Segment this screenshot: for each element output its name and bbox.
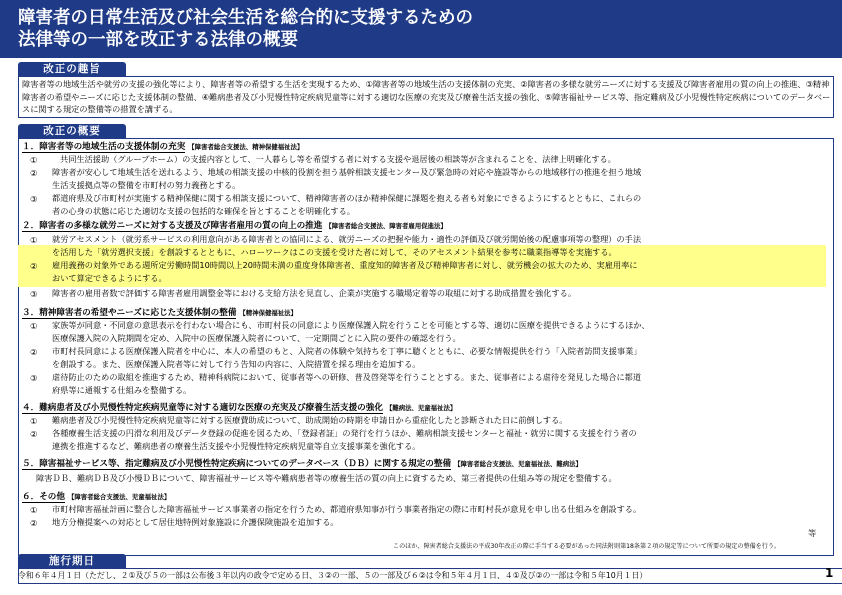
item-3-2-num: ②: [30, 347, 38, 357]
item-5-law: 【障害者総合支援法、児童福祉法、難病法】: [454, 460, 582, 468]
item-1-3-num: ③: [30, 194, 38, 204]
item-1-title-text: １．障害者等の地域生活の支援体制の充実: [22, 142, 186, 152]
item-4-2-line2: 連携を推進するなど、難病患者の療養生活支援や小児慢性特定疾病児童等自立支援事業を強化する。: [52, 441, 421, 451]
item-2-1-num: ①: [30, 235, 38, 245]
item-3-2-line2: を創設する。また、医療保護入院者等に対して行う告知の内容に、入院措置を採る理由を追加する。: [52, 359, 421, 369]
item-1-title: [22, 141, 303, 153]
page-number: 1: [825, 566, 834, 580]
item-5-title-text: ５．障害福祉サービス等、指定難病及び小児慢性特定疾病についてのデータベース（ＤＢ）に関する規定の整備: [22, 459, 452, 469]
effective-label: 施行期日: [18, 554, 126, 568]
item-1-2-num: ②: [30, 168, 38, 178]
item-4-title: [22, 402, 456, 414]
item-3-1-line2: 医療保護入院の入院期間を定め、入院中の医療保護入院者について、一定期間ごとに入院の要件の確認を行う。: [52, 333, 461, 343]
item-6-law: 【障害者総合支援法、児童福祉法】: [67, 493, 171, 501]
item-6-etc: 等: [808, 528, 817, 538]
item-1-law: 【障害者総合支援法、精神保健福祉法】: [188, 143, 304, 151]
item-6-title-text: ６．その他: [22, 492, 65, 502]
item-3-3-line1: 虐待防止のための取組を推進するため、精神科病院において、従事者等への研修、普及啓発等を行うこととする。また、従事者による虐待を発見した場合に都道: [52, 372, 642, 382]
item-4-1-num: ①: [30, 416, 38, 426]
item-2-3-text: 障害者の雇用者数で評価する障害者雇用調整金等における支給方法を見直し、企業が実施する職場定着等の取組に対する助成措置を強化する。: [52, 288, 577, 298]
item-2-2-line2: おいて算定できるようにする。: [52, 273, 167, 283]
page-title-line2: 法律等の一部を改正する法律の概要: [18, 30, 298, 50]
item-6-1-num: ①: [30, 505, 38, 515]
purpose-text: 障害者等の地域生活や就労の支援の強化等により、障害者等の希望する生活を実現するため、①障害者等の地域生活の支援体制の充実、②障害者の多様な就労ニーズに対する支援及び障害者雇用の質の向上の推進、③精神障害者の希望やニーズに応じた支援体制の整備、④難病患者及び小児慢性特定疾病児童等に対する適切な医療の充実及び療養生活支援の強化、⑤障害福祉サービス等、指定難病及び小児慢性特定疾病についてのデータベースに関する規定の整備等の措置を講ずる。: [22, 79, 831, 115]
item-4-1-text: 難病患者及び小児慢性特定疾病児童等に対する医療費助成について、助成開始の時期を申請日から重症化したと診断された日に前倒しする。: [52, 415, 568, 425]
item-2-law: 【障害者総合支援法、障害者雇用促進法】: [325, 222, 447, 230]
item-1-3-line2: 者の心身の状態に応じた適切な支援の包括的な確保を旨とすることを明確化する。: [52, 206, 355, 216]
item-5-text: 障害ＤＢ、難病ＤＢ及び小慢ＤＢについて、障害福祉サービス等や難病患者等の療養生活の質の向上に資するため、第三者提供の仕組み等の規定を整備する。: [36, 473, 617, 483]
item-6-1-text: 市町村障害福祉計画に整合した障害福祉サービス事業者の指定を行うため、都道府県知事が行う事業者指定の際に市町村長が意見を申し出る仕組みを創設する。: [52, 504, 642, 514]
item-4-2-line1: 各種療養生活支援の円滑な利用及びデータ登録の促進を図るため、「登録者証」の発行を行うほか、難病相談支援センターと福祉・就労に関する支援を行う者の: [52, 428, 637, 438]
item-2-title: [22, 220, 447, 232]
overview-label: 改正の概要: [18, 124, 126, 138]
title-banner: [0, 0, 842, 58]
item-1-1-text: 共同生活援助（グループホーム）の支援内容として、一人暮らし等を希望する者に対する支援や退居後の相談等が含まれることを、法律上明確化する。: [60, 154, 616, 164]
item-5-title: [22, 458, 582, 470]
item-2-title-text: ２．障害者の多様な就労ニーズに対する支援及び障害者雇用の質の向上の推進: [22, 221, 323, 231]
item-3-3-num: ③: [30, 373, 38, 383]
item-2-3-num: ③: [30, 289, 38, 299]
purpose-label: 改正の趣旨: [18, 62, 126, 76]
item-2-2-line1: 雇用義務の対象外である週所定労働時間10時間以上20時間未満の重度身体障害者、重度知的障害者及び精神障害者に対し、就労機会の拡大のため、実雇用率に: [52, 260, 638, 270]
item-3-law: 【精神保健福祉法】: [239, 309, 297, 317]
item-6-2-num: ②: [30, 518, 38, 528]
item-6-title: [22, 491, 170, 503]
item-3-1-line1: 家族等が同意・不同意の意思表示を行わない場合にも、市町村長の同意により医療保護入院を行うことを可能とする等、適切に医療を提供できるようにするほか、: [52, 320, 650, 330]
item-3-2-line1: 市町村長同意による医療保護入院者を中心に、本人の希望のもと、入院者の体験や気持ちを丁寧に聴くとともに、必要な情報提供を行う「入院者訪問支援事業」: [52, 346, 642, 356]
item-4-title-text: ４．難病患者及び小児慢性特定疾病児童等に対する適切な医療の充実及び療養生活支援の強化: [22, 403, 383, 413]
overview-footnote: このほか、障害者総合支援法の平成30年改正の際に手当する必要があった同法附則第18条第２項の規定等について所要の規定の整備を行う。: [393, 543, 781, 550]
item-1-2-line1: 障害者が安心して地域生活を送れるよう、地域の相談支援の中核的役割を担う基幹相談支援センター及び緊急時の対応や施設等からの地域移行の推進を担う地域: [52, 167, 642, 177]
item-3-3-line2: 府県等に通報する仕組みを整備する。: [52, 385, 192, 395]
page-title-line1: 障害者の日常生活及び社会生活を総合的に支援するための: [18, 8, 473, 28]
item-4-law: 【難病法、児童福祉法】: [385, 404, 457, 412]
item-3-1-num: ①: [30, 321, 38, 331]
item-1-2-line2: 生活支援拠点等の整備を市町村の努力義務とする。: [52, 180, 241, 190]
item-2-2-num: ②: [30, 261, 38, 271]
item-4-2-num: ②: [30, 429, 38, 439]
item-3-title: [22, 307, 297, 319]
item-6-2-text: 地方分権提案への対応として居住地特例対象施設に介護保険施設を追加する。: [52, 517, 339, 527]
item-3-title-text: ３．精神障害者の希望やニーズに応じた支援体制の整備: [22, 308, 237, 318]
page-title: [18, 7, 473, 51]
item-1-1-num: ①: [30, 155, 38, 165]
item-2-1-line1: 就労アセスメント（就労系サービスの利用意向がある障害者との協同による、就労ニーズの把握や能力・適性の評価及び就労開始後の配慮事項等の整理）の手法: [52, 234, 642, 244]
effective-text: 令和６年４月１日（ただし、２①及び５の一部は公布後３年以内の政令で定める日、３②の一部、５の一部及び６②は令和５年４月１日、４①及び②の一部は令和５年10月１日）: [18, 571, 648, 580]
item-1-3-line1: 都道府県及び市町村が実施する精神保健に関する相談支援について、精神障害者のほか精神保健に課題を抱える者も対象にできるようにするとともに、これらの: [52, 193, 642, 203]
item-2-1-line2: を活用した「就労選択支援」を創設するとともに、ハローワークはこの支援を受けた者に対して、そのアセスメント結果を参考に職業指導等を実施する。: [52, 247, 617, 257]
